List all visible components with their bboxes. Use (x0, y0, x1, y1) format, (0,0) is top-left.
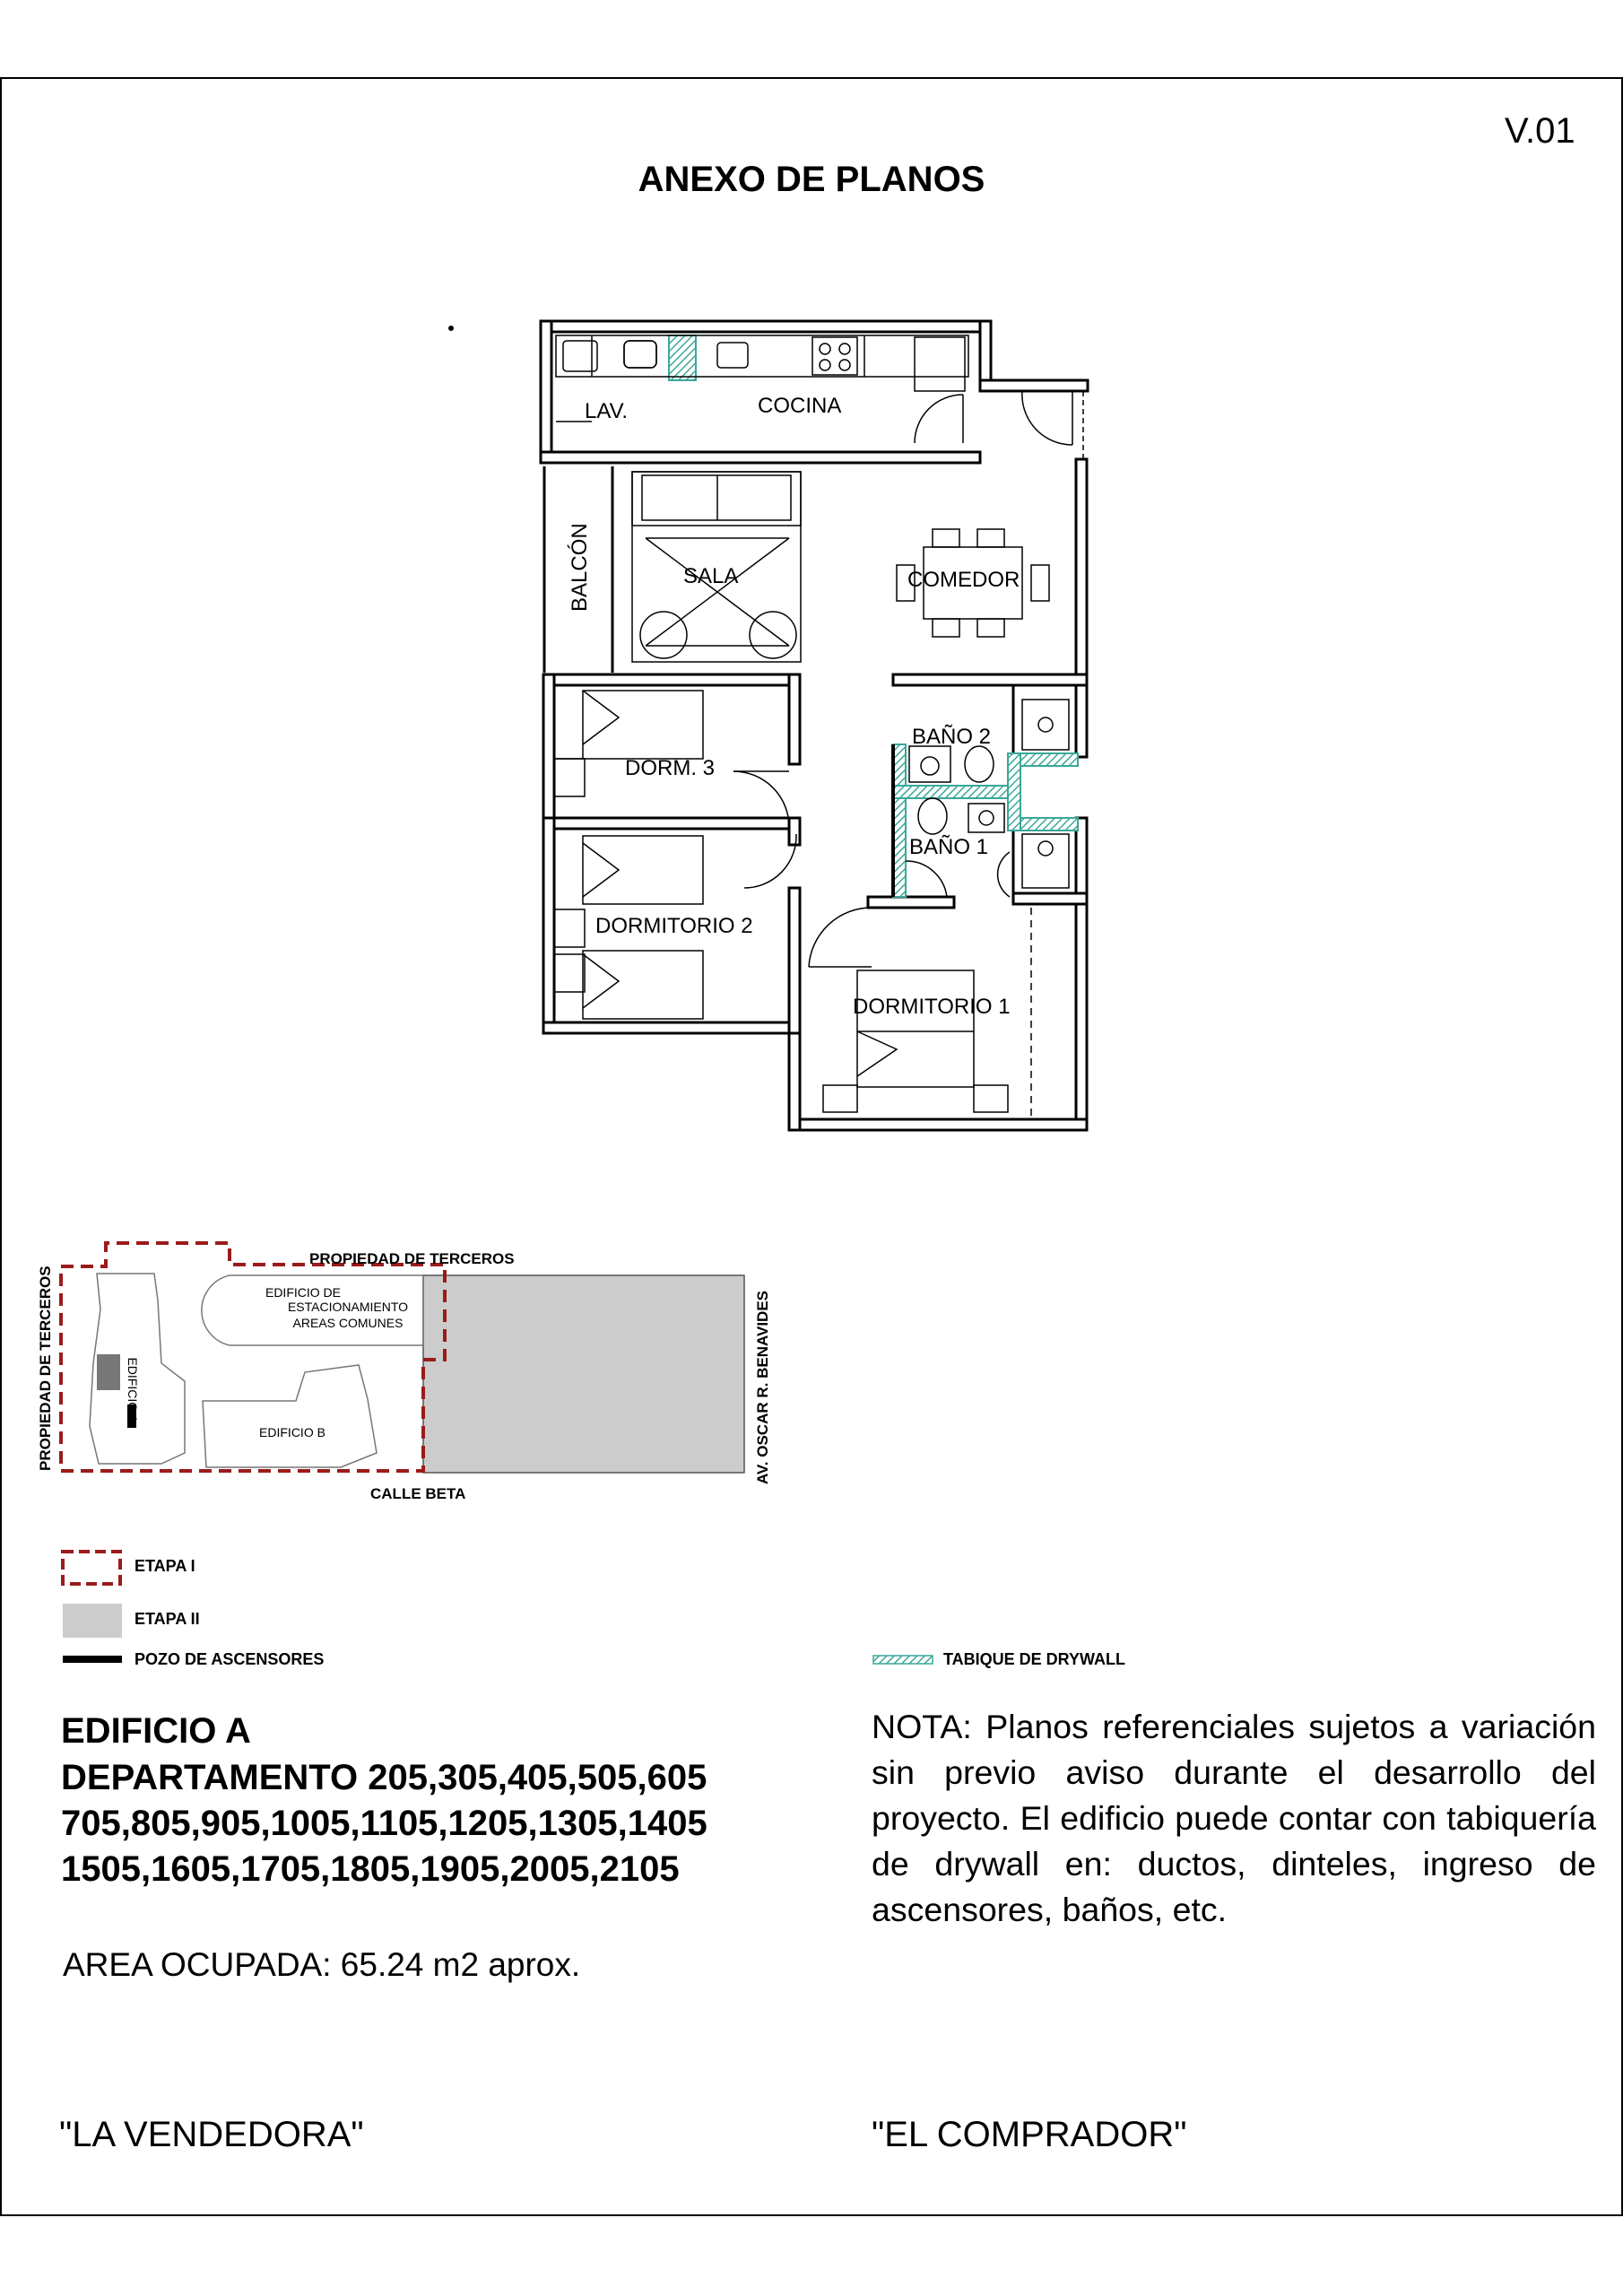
room-label-dorm1: DORMITORIO 1 (853, 995, 1011, 1019)
room-label-dorm2: DORMITORIO 2 (595, 914, 753, 938)
buyer-signature-label: "EL COMPRADOR" (872, 2115, 1187, 2154)
dept-line-3: 1505,1605,1705,1805,1905,2005,2105 (61, 1849, 680, 1889)
area-label: AREA OCUPADA: 65.24 m2 aprox. (63, 1946, 581, 1983)
room-label-dorm3: DORM. 3 (625, 756, 716, 780)
site-left-label: PROPIEDAD DE TERCEROS (37, 1265, 54, 1471)
document-title: ANEXO DE PLANOS (638, 160, 985, 199)
parking-label-2: ESTACIONAMIENTO (287, 1300, 409, 1314)
site-bottom-label: CALLE BETA (370, 1485, 466, 1502)
seller-signature-label: "LA VENDEDORA" (59, 2115, 364, 2154)
site-right-label: AV. OSCAR R. BENAVIDES (754, 1290, 771, 1484)
legend-etapa1-swatch (63, 1552, 120, 1584)
dept-line-2: 705,805,905,1005,1105,1205,1305,1405 (61, 1804, 707, 1843)
legend-pozo-label: POZO DE ASCENSORES (135, 1650, 325, 1668)
room-label-comedor: COMEDOR (907, 568, 1020, 592)
building-label: EDIFICIO A (61, 1711, 251, 1751)
note-text: NOTA: Planos referenciales sujetos a variación sin previo aviso durante el desarrollo del proyecto. El edificio puede contar con tabiquería de drywall en: ductos, dinteles, ingreso de ascensores, baños, etc. (872, 1708, 1596, 1928)
room-label-sala: SALA (683, 564, 739, 588)
version-label: V.01 (1505, 111, 1575, 151)
parking-label-1: EDIFICIO DE (265, 1285, 342, 1300)
edificio-a-label: EDIFICIO A (126, 1357, 140, 1423)
edificio-b-label: EDIFICIO B (259, 1425, 325, 1439)
site-plan (37, 1243, 771, 1502)
legend-etapa2-swatch (63, 1604, 122, 1638)
legend-etapa1-label: ETAPA I (135, 1557, 195, 1575)
parking-label-3: AREAS COMUNES (292, 1316, 404, 1330)
legend-drywall-label: TABIQUE DE DRYWALL (943, 1650, 1125, 1668)
legend-pozo-swatch (63, 1656, 122, 1663)
room-label-bano1: BAÑO 1 (909, 835, 989, 859)
legend-etapa2-label: ETAPA II (135, 1610, 200, 1628)
site-top-label: PROPIEDAD DE TERCEROS (309, 1250, 515, 1267)
room-label-cocina: COCINA (758, 394, 842, 418)
dept-line-1: DEPARTAMENTO 205,305,405,505,605 (61, 1758, 707, 1797)
room-label-lav: LAV. (585, 399, 629, 423)
room-label-balcon: BALCÓN (568, 523, 592, 612)
etapa2-area (423, 1275, 744, 1473)
room-label-bano2: BAÑO 2 (912, 725, 992, 749)
legend-drywall-swatch (873, 1656, 933, 1664)
